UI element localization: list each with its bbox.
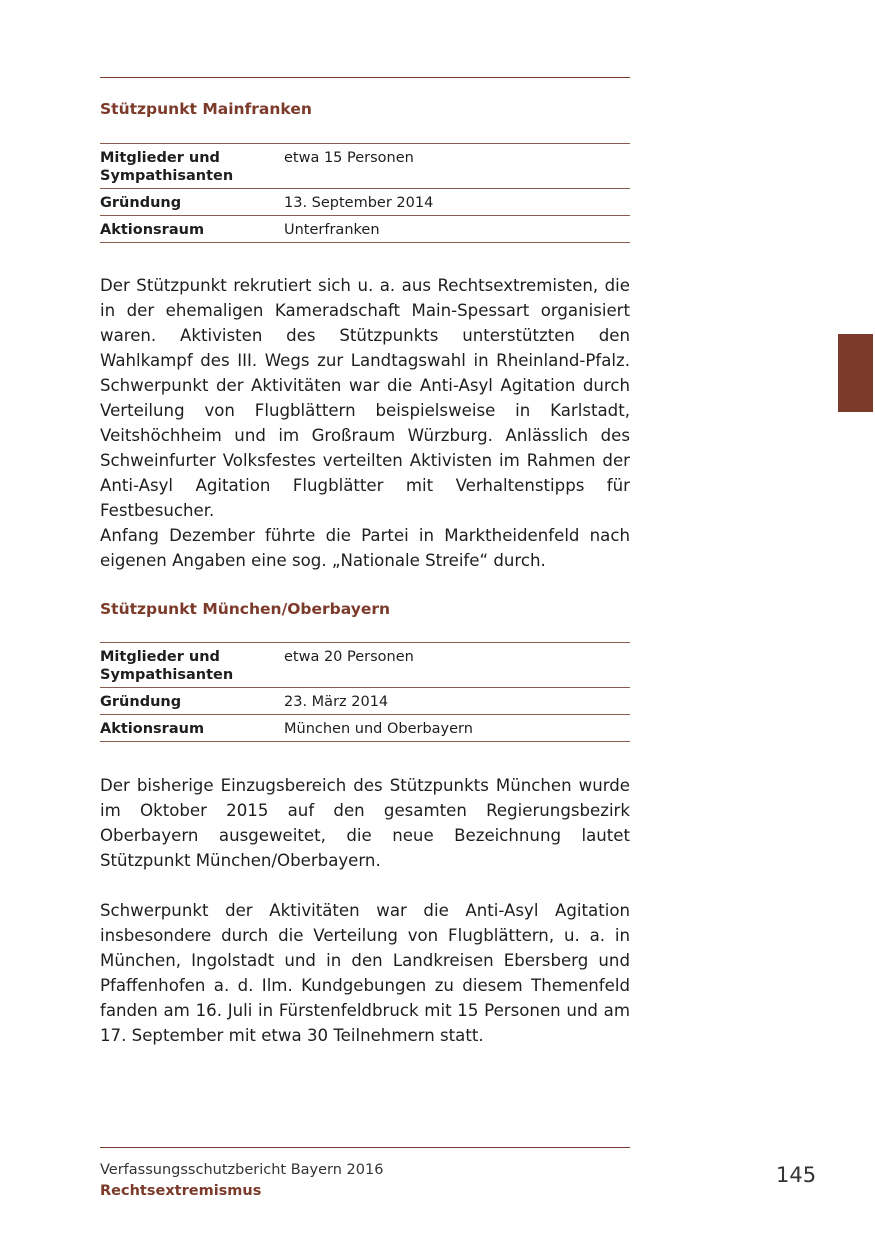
- paragraph: Anfang Dezember führte die Partei in Marktheidenfeld nach eigenen Angaben eine sog. „Nationale Streife“ durch.: [100, 526, 630, 570]
- row-label: Mitglieder und Sympathisanten: [100, 144, 284, 189]
- table-row: [100, 189, 630, 216]
- row-value: 13. September 2014: [284, 189, 630, 216]
- section-title-muenchen: Stützpunkt München/Oberbayern: [100, 600, 391, 618]
- paragraph: Schwerpunkt der Aktivitäten war die Anti-Asyl Agitation insbesondere durch die Verteilung von Flugblättern, u. a. in München, Ingolstadt und in den Landkreisen Ebersberg und Pfaffenhofen a. d. Ilm. Kundgebungen zu diesem Themenfeld fanden am 16. Juli in Fürstenfeldbruck mit 15 Personen und am 17. September mit etwa 30 Teilnehmern statt.: [100, 901, 630, 1045]
- row-label: Aktionsraum: [100, 715, 284, 742]
- row-label: Aktionsraum: [100, 216, 284, 243]
- row-value: Unterfranken: [284, 216, 630, 243]
- paragraph: Der Stützpunkt rekrutiert sich u. a. aus Rechtsextremisten, die in der ehemaligen Kameradschaft Main-Spessart organisiert waren. Aktivisten des Stützpunkts unterstützten den Wahlkampf des III. Wegs zur Landtagswahl in Rheinland-Pfalz. Schwerpunkt der Aktivitäten war die Anti-Asyl Agitation durch Verteilung von Flugblättern beispielsweise in Karlstadt, Veitshöchheim und im Großraum Würzburg. Anlässlich des Schweinfurter Volksfestes verteilten Aktivisten im Rahmen der Anti-Asyl Agitation Flugblätter mit Verhaltenstipps für Festbesucher.: [100, 276, 630, 520]
- page-number: 145: [776, 1163, 817, 1187]
- table-row: [100, 715, 630, 742]
- row-label: Mitglieder und Sympathisanten: [100, 643, 284, 688]
- row-value: etwa 20 Personen: [284, 643, 630, 688]
- top-rule: [100, 77, 630, 78]
- table-row: [100, 643, 630, 688]
- row-label: Gründung: [100, 688, 284, 715]
- facts-table-mainfranken: [100, 143, 630, 243]
- footer-rule: [100, 1147, 630, 1148]
- table-row: [100, 144, 630, 189]
- paragraph: Der bisherige Einzugsbereich des Stützpunkts München wurde im Oktober 2015 auf den gesamten Regierungsbezirk Oberbayern ausgeweitet, die neue Bezeichnung lautet Stützpunkt München/Oberbayern.: [100, 776, 630, 870]
- table-row: [100, 216, 630, 243]
- row-label: Gründung: [100, 189, 284, 216]
- row-value: 23. März 2014: [284, 688, 630, 715]
- facts-table-muenchen: [100, 642, 630, 742]
- chapter-tab-marker: [838, 334, 873, 412]
- row-value: etwa 15 Personen: [284, 144, 630, 189]
- section-title-mainfranken: Stützpunkt Mainfranken: [100, 100, 312, 118]
- footer-chapter: Rechtsextremismus: [100, 1183, 262, 1199]
- footer-publication: Verfassungsschutzbericht Bayern 2016: [100, 1162, 384, 1178]
- table-row: [100, 688, 630, 715]
- row-value: München und Oberbayern: [284, 715, 630, 742]
